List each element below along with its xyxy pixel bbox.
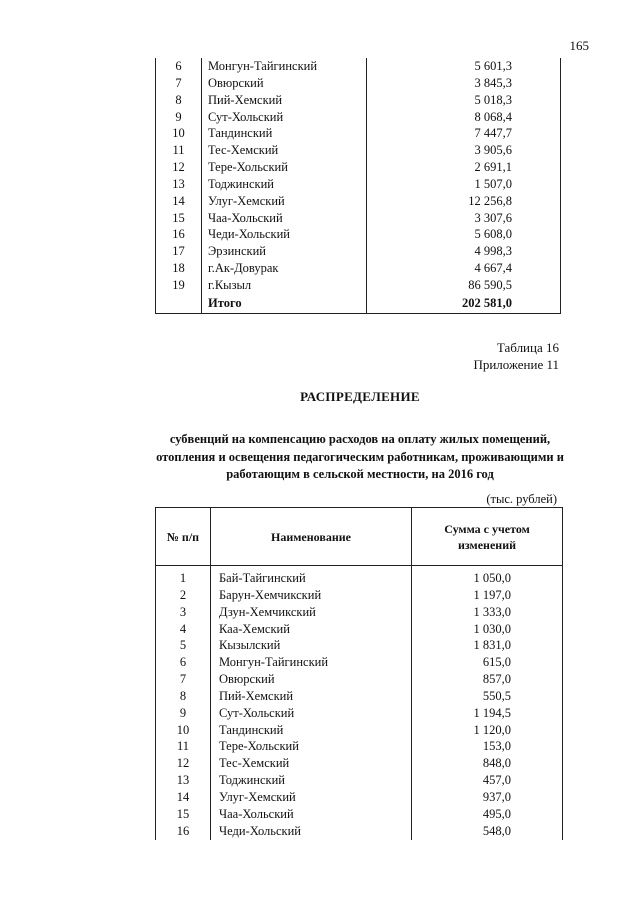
row-number: 11 (156, 738, 211, 755)
row-number: 8 (156, 688, 211, 705)
total-value: 202 581,0 (367, 294, 561, 314)
table-row (156, 75, 561, 92)
header-sum (412, 508, 563, 566)
row-value: 4 998,3 (367, 243, 561, 260)
row-number: 10 (156, 722, 211, 739)
row-number: 14 (156, 789, 211, 806)
table-row (156, 92, 561, 109)
row-name: Чаа-Хольский (202, 210, 367, 227)
row-name: Улуг-Хемский (202, 193, 367, 210)
row-name: Барун-Хемчикский (211, 587, 412, 604)
row-name: Монгун-Тайгинский (211, 654, 412, 671)
row-name: Тере-Хольский (211, 738, 412, 755)
table-row (156, 58, 561, 75)
table-row (156, 806, 563, 823)
row-name: Пий-Хемский (202, 92, 367, 109)
row-name: Каа-Хемский (211, 621, 412, 638)
row-name: г.Кызыл (202, 277, 367, 294)
row-name: Овюрский (211, 671, 412, 688)
row-number: 16 (156, 823, 211, 840)
row-number: 5 (156, 637, 211, 654)
row-value: 457,0 (412, 772, 563, 789)
row-value: 1 194,5 (412, 705, 563, 722)
table-row (156, 176, 561, 193)
row-value: 12 256,8 (367, 193, 561, 210)
row-number: 4 (156, 621, 211, 638)
row-name: Овюрский (202, 75, 367, 92)
table-row (156, 789, 563, 806)
table-row (156, 142, 561, 159)
row-number: 17 (156, 243, 202, 260)
table-number-label: Таблица 16 (496, 340, 559, 355)
table-row (156, 654, 563, 671)
row-value: 495,0 (412, 806, 563, 823)
row-value: 3 905,6 (367, 142, 561, 159)
row-number: 10 (156, 125, 202, 142)
distribution-table (155, 507, 563, 840)
row-name: Тес-Хемский (202, 142, 367, 159)
row-name: Пий-Хемский (211, 688, 412, 705)
row-name: Тоджинский (202, 176, 367, 193)
table-row (156, 210, 561, 227)
row-value: 5 608,0 (367, 226, 561, 243)
row-number: 7 (156, 75, 202, 92)
row-value: 5 601,3 (367, 58, 561, 75)
row-value: 4 667,4 (367, 260, 561, 277)
row-name: Чаа-Хольский (211, 806, 412, 823)
row-value: 5 018,3 (367, 92, 561, 109)
row-value: 615,0 (412, 654, 563, 671)
row-value: 857,0 (412, 671, 563, 688)
document-heading: РАСПРЕДЕЛЕНИЕ (300, 389, 420, 404)
row-name: Дзун-Хемчикский (211, 604, 412, 621)
row-value: 153,0 (412, 738, 563, 755)
table-row (156, 243, 561, 260)
row-value: 7 447,7 (367, 125, 561, 142)
row-name: Улуг-Хемский (211, 789, 412, 806)
table-caption-block (473, 339, 559, 373)
row-name: г.Ак-Довурак (202, 260, 367, 277)
row-name: Тес-Хемский (211, 755, 412, 772)
row-value: 3 845,3 (367, 75, 561, 92)
row-value: 86 590,5 (367, 277, 561, 294)
row-value: 1 120,0 (412, 722, 563, 739)
table-row (156, 823, 563, 840)
table-row (156, 671, 563, 688)
row-number: 12 (156, 159, 202, 176)
table-row (156, 755, 563, 772)
row-number: 2 (156, 587, 211, 604)
table-row (156, 604, 563, 621)
row-name: Сут-Хольский (211, 705, 412, 722)
row-number: 19 (156, 277, 202, 294)
row-number: 14 (156, 193, 202, 210)
table-row (156, 109, 561, 126)
table-header-row (156, 508, 563, 566)
units-label: (тыс. рублей) (486, 492, 557, 506)
row-value: 1 030,0 (412, 621, 563, 638)
row-number: 7 (156, 671, 211, 688)
row-name: Кызылский (211, 637, 412, 654)
document-subtitle: субвенций на компенсацию расходов на оплату жилых помещений, отопления и освещения педагогическим работникам, проживающими и работающим в сельской местности, на 2016 год (156, 432, 564, 481)
row-name: Бай-Тайгинский (211, 566, 412, 587)
row-number: 13 (156, 772, 211, 789)
row-value: 550,5 (412, 688, 563, 705)
table-row (156, 637, 563, 654)
total-empty-cell (156, 294, 202, 314)
table-row (156, 226, 561, 243)
row-number: 9 (156, 109, 202, 126)
table-row (156, 193, 561, 210)
appendix-label: Приложение 11 (473, 357, 559, 372)
table-row (156, 738, 563, 755)
header-name: Наименование (211, 508, 412, 566)
row-name: Тандинский (202, 125, 367, 142)
row-value: 1 197,0 (412, 587, 563, 604)
row-number: 8 (156, 92, 202, 109)
row-number: 6 (156, 654, 211, 671)
page-number: 165 (569, 38, 589, 53)
row-name: Эрзинский (202, 243, 367, 260)
row-number: 9 (156, 705, 211, 722)
table-row (156, 621, 563, 638)
total-label: Итого (202, 294, 367, 314)
row-number: 11 (156, 142, 202, 159)
row-value: 937,0 (412, 789, 563, 806)
row-value: 3 307,6 (367, 210, 561, 227)
header-number: № п/п (156, 508, 211, 566)
table-row (156, 125, 561, 142)
table-row (156, 587, 563, 604)
table-row (156, 159, 561, 176)
total-row (156, 294, 561, 314)
table-row (156, 566, 563, 587)
row-value: 1 333,0 (412, 604, 563, 621)
row-number: 15 (156, 210, 202, 227)
row-value: 2 691,1 (367, 159, 561, 176)
table-row (156, 260, 561, 277)
row-value: 1 831,0 (412, 637, 563, 654)
row-number: 16 (156, 226, 202, 243)
row-name: Монгун-Тайгинский (202, 58, 367, 75)
row-name: Тандинский (211, 722, 412, 739)
row-number: 12 (156, 755, 211, 772)
continuation-table (155, 58, 561, 314)
row-number: 15 (156, 806, 211, 823)
row-number: 18 (156, 260, 202, 277)
row-number: 6 (156, 58, 202, 75)
row-name: Чеди-Хольский (211, 823, 412, 840)
row-name: Чеди-Хольский (202, 226, 367, 243)
table-row (156, 772, 563, 789)
row-value: 848,0 (412, 755, 563, 772)
row-value: 8 068,4 (367, 109, 561, 126)
row-name: Тоджинский (211, 772, 412, 789)
row-number: 3 (156, 604, 211, 621)
row-number: 13 (156, 176, 202, 193)
row-name: Тере-Хольский (202, 159, 367, 176)
header-sum-text: Сумма с учетом изменений (444, 521, 530, 552)
row-value: 1 050,0 (412, 566, 563, 587)
table-row (156, 705, 563, 722)
table-row (156, 688, 563, 705)
table-row (156, 277, 561, 294)
row-name: Сут-Хольский (202, 109, 367, 126)
row-value: 1 507,0 (367, 176, 561, 193)
row-value: 548,0 (412, 823, 563, 840)
row-number: 1 (156, 566, 211, 587)
table-row (156, 722, 563, 739)
